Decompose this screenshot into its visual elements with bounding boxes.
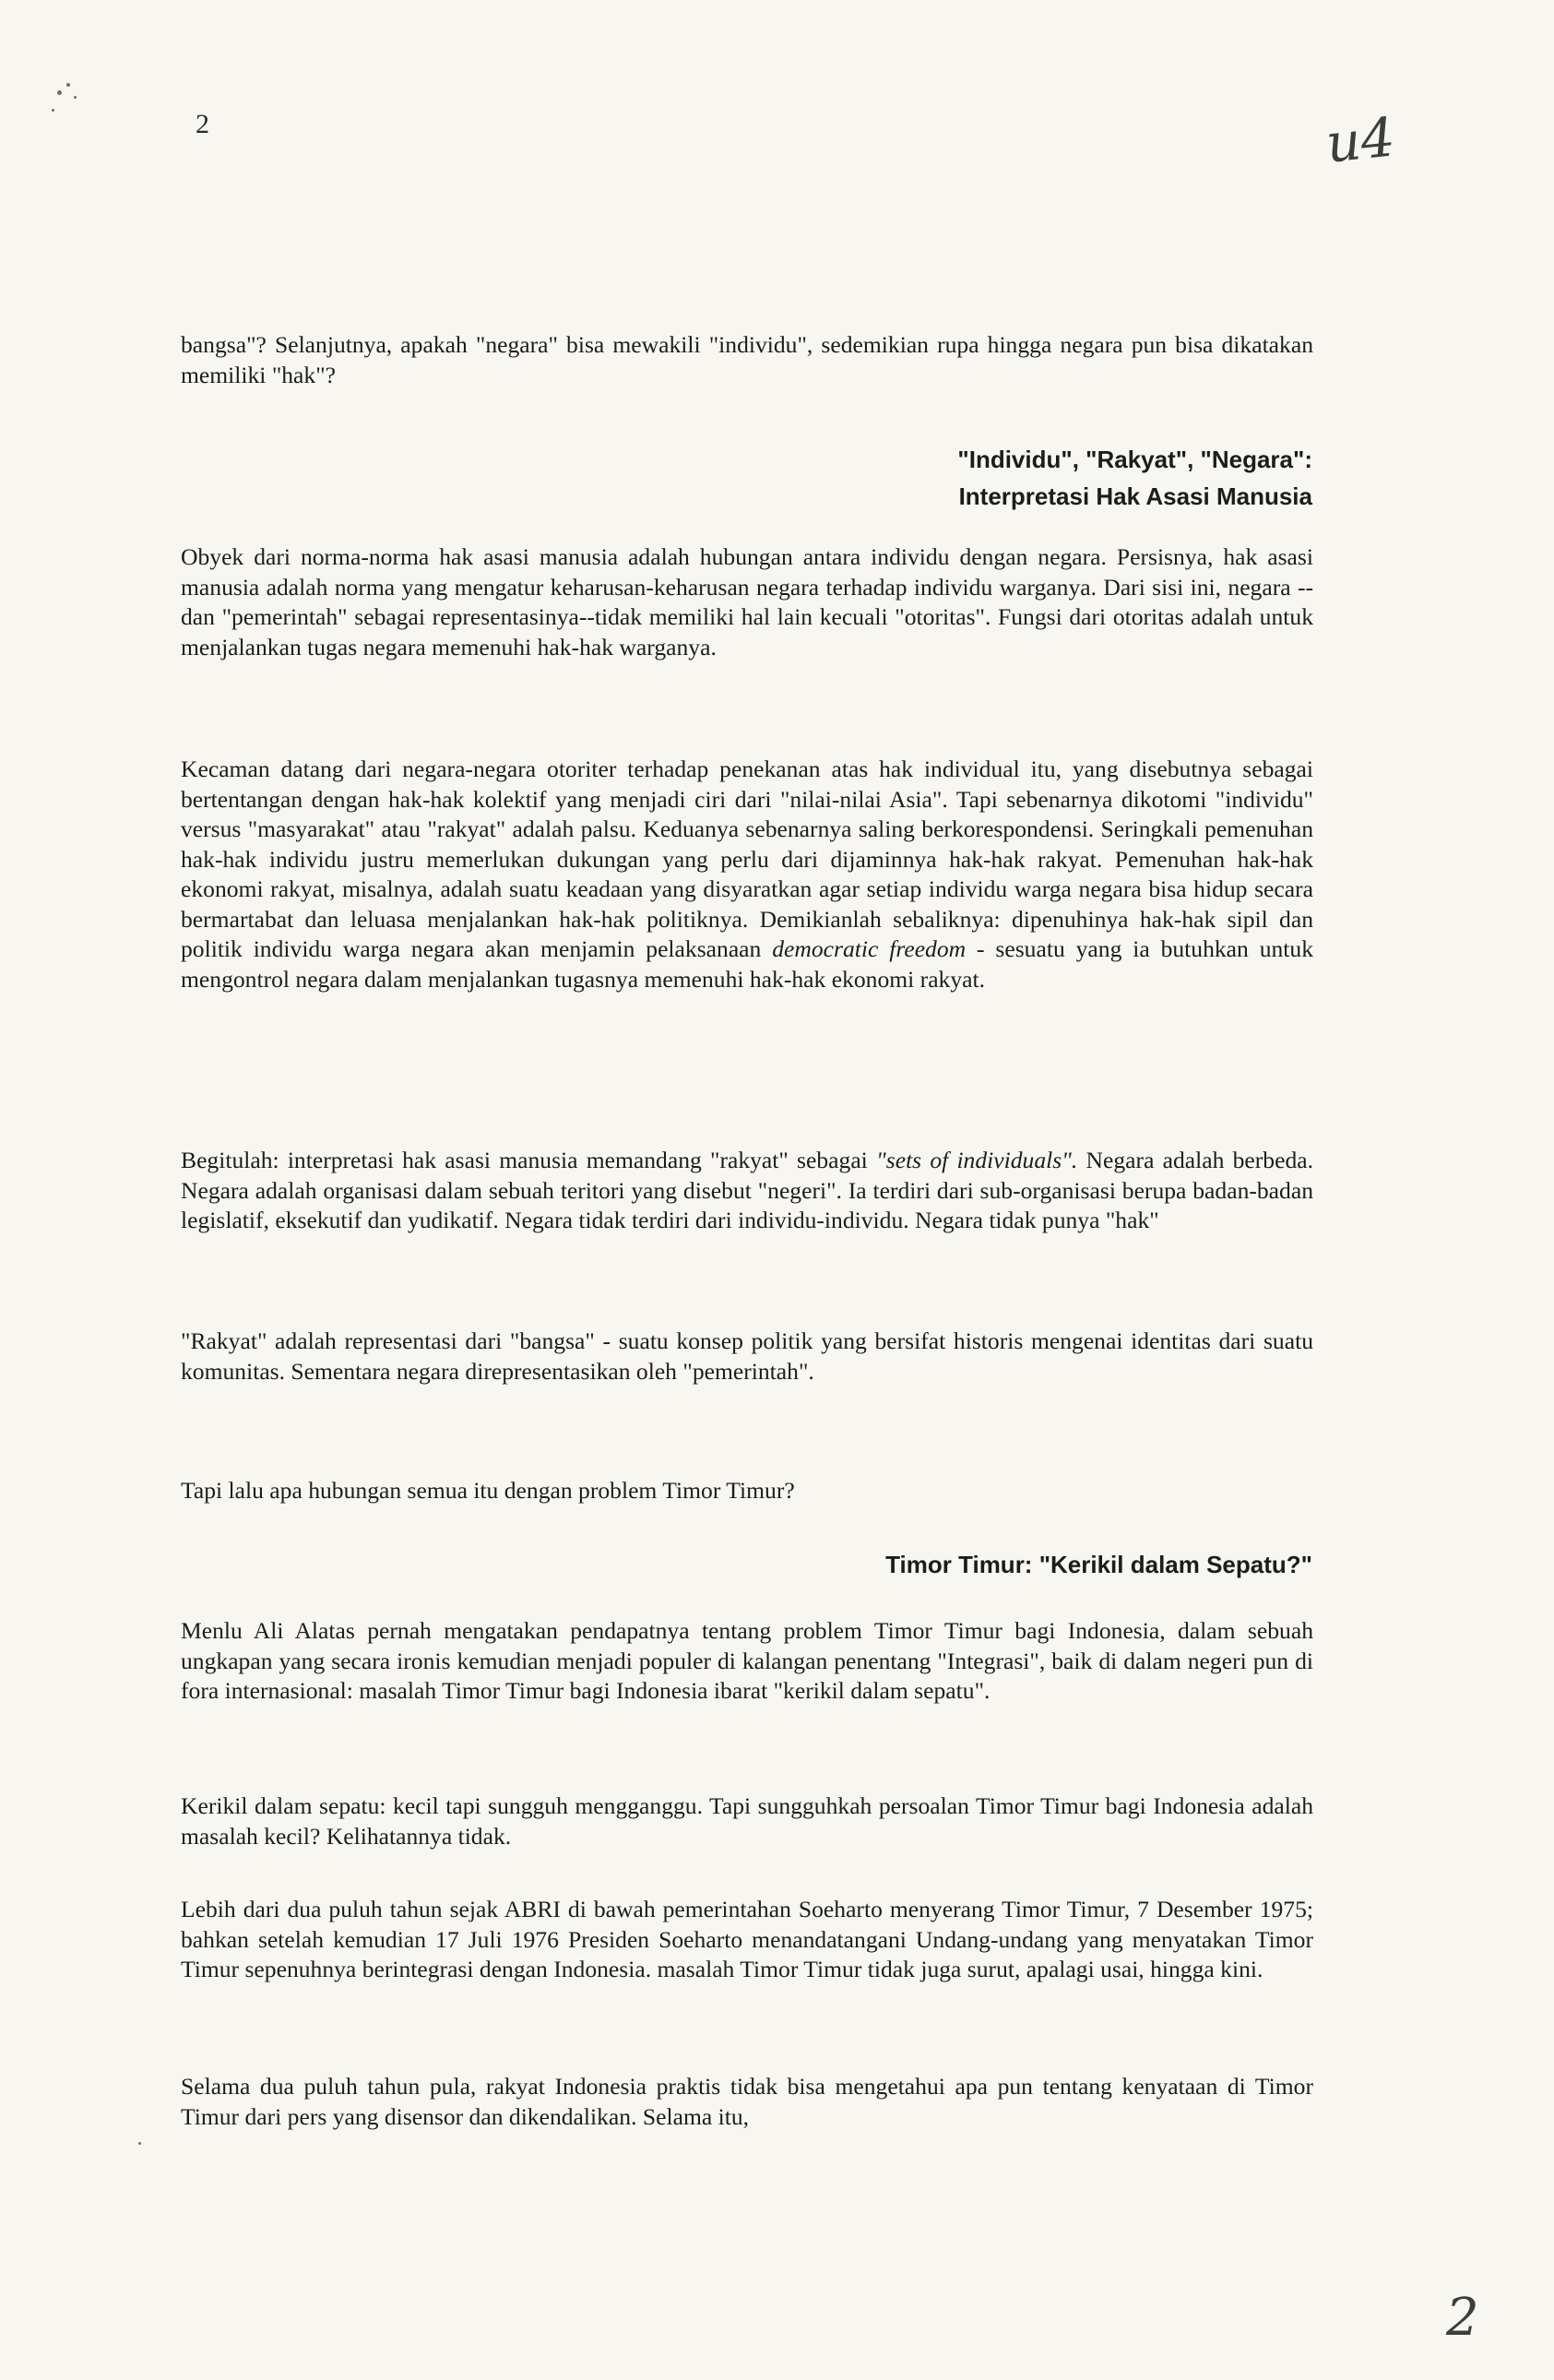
section-heading-interpretasi: [957, 441, 1312, 515]
heading-line: "Individu", "Rakyat", "Negara":: [957, 446, 1312, 473]
paragraph-text: Begitulah: interpretasi hak asasi manusia memandang "rakyat" sebagai: [181, 1147, 868, 1173]
paragraph-text: Negara adalah berbeda. Negara adalah organisasi dalam sebuah teritori yang disebut "negeri". Ia terdiri dari sub-organisasi berupa badan-badan legislatif, eksekutif dan yudikatif. Negara tidak terdiri dari individu-individu. Negara tidak punya "hak": [181, 1147, 1313, 1233]
paragraph-menlu: Menlu Ali Alatas pernah mengatakan pendapatnya tentang problem Timor Timur bagi Indonesia, dalam sebuah ungkapan yang secara ironis kemudian menjadi populer di kalangan penentang "Integrasi", baik di dalam negeri pun di fora internasional: masalah Timor Timur bagi Indonesia ibarat "kerikil dalam sepatu".: [181, 1617, 1313, 1704]
paragraph-selama: Selama dua puluh tahun pula, rakyat Indonesia praktis tidak bisa mengetahui apa pun tentang kenyataan di Timor Timur dari pers yang disensor dan dikendalikan. Selama itu,: [181, 2073, 1313, 2130]
paragraph-lebih: Lebih dari dua puluh tahun sejak ABRI di bawah pemerintahan Soeharto menyerang Timor Timur, 7 Desember 1975; bahkan setelah kemudian 17 Juli 1976 Presiden Soeharto menandatangani Undang-undang yang menyatakan Timor Timur sepenuhnya berintegrasi dengan Indonesia. masalah Timor Timur tidak juga surut, apalagi usai, hingga kini.: [181, 1896, 1313, 1982]
scan-speck: [138, 2142, 141, 2145]
paragraph-kerikil: Kerikil dalam sepatu: kecil tapi sungguh mengganggu. Tapi sungguhkah persoalan Timor Timur bagi Indonesia adalah masalah kecil? Kelihatannya tidak.: [181, 1792, 1313, 1850]
scan-speck: [74, 96, 77, 99]
emphasis-text: "sets of individuals".: [876, 1147, 1078, 1173]
paragraph-tapi: Tapi lalu apa hubungan semua itu dengan problem Timor Timur?: [181, 1477, 795, 1504]
heading-line: Interpretasi Hak Asasi Manusia: [958, 482, 1312, 510]
paragraph-kecaman: [181, 755, 1313, 994]
scan-speck: [66, 83, 70, 87]
page-number: 2: [196, 109, 209, 139]
handwritten-page-number: 2: [1446, 2288, 1479, 2348]
section-heading-timor: [885, 1546, 1312, 1583]
paragraph-text: - sesuatu yang ia butuhkan untuk mengontrol negara dalam menjalankan tugasnya memenuhi hak-hak ekonomi rakyat.: [181, 935, 1313, 993]
emphasis-text: democratic freedom: [772, 935, 967, 962]
paragraph-obyek: Obyek dari norma-norma hak asasi manusia adalah hubungan antara individu dengan negara. Persisnya, hak asasi manusia adalah norma yang mengatur keharusan-keharusan negara terhadap individu warganya. Dari sisi ini, negara --dan "pemerintah" sebagai representasinya--tidak memiliki hal lain kecuali "otoritas". Fungsi dari otoritas adalah untuk menjalankan tugas negara memenuhi hak-hak warganya.: [181, 543, 1313, 660]
paragraph-rakyat: "Rakyat" adalah representasi dari "bangsa" - suatu konsep politik yang bersifat historis mengenai identitas dari suatu komunitas. Sementara negara direpresentasikan oleh "pemerintah".: [181, 1327, 1313, 1385]
paragraph-begitulah: [181, 1146, 1313, 1236]
paragraph-text: Kecaman datang dari negara-negara otoriter terhadap penekanan atas hak individual itu, yang disebutnya sebagai bertentangan dengan hak-hak kolektif yang menjadi ciri dari "nilai-nilai Asia". Tapi sebenarnya dikotomi "individu" versus "masyarakat" atau "rakyat" adalah palsu. Keduanya sebenarnya saling berkorespondensi. Seringkali pemenuhan hak-hak individu justru memerlukan dukungan yang perlu dari dijaminnya hak-hak rakyat. Pemenuhan hak-hak ekonomi rakyat, misalnya, adalah suatu keadaan yang disyaratkan agar setiap individu warga negara bisa hidup secara bermartabat dan leluasa menjalankan hak-hak politiknya. Demikianlah sebaliknya: dipenuhinya hak-hak sipil dan politik individu warga negara akan menjamin pelaksanaan: [181, 756, 1313, 962]
scan-speck: [57, 90, 62, 95]
paragraph-intro: bangsa"? Selanjutnya, apakah "negara" bisa mewakili "individu", sedemikian rupa hingga negara pun bisa dikatakan memiliki "hak"?: [181, 331, 1313, 388]
handwritten-annotation: u4: [1323, 105, 1398, 175]
scan-speck: [52, 109, 54, 112]
heading-line: Timor Timur: "Kerikil dalam Sepatu?": [885, 1551, 1312, 1578]
